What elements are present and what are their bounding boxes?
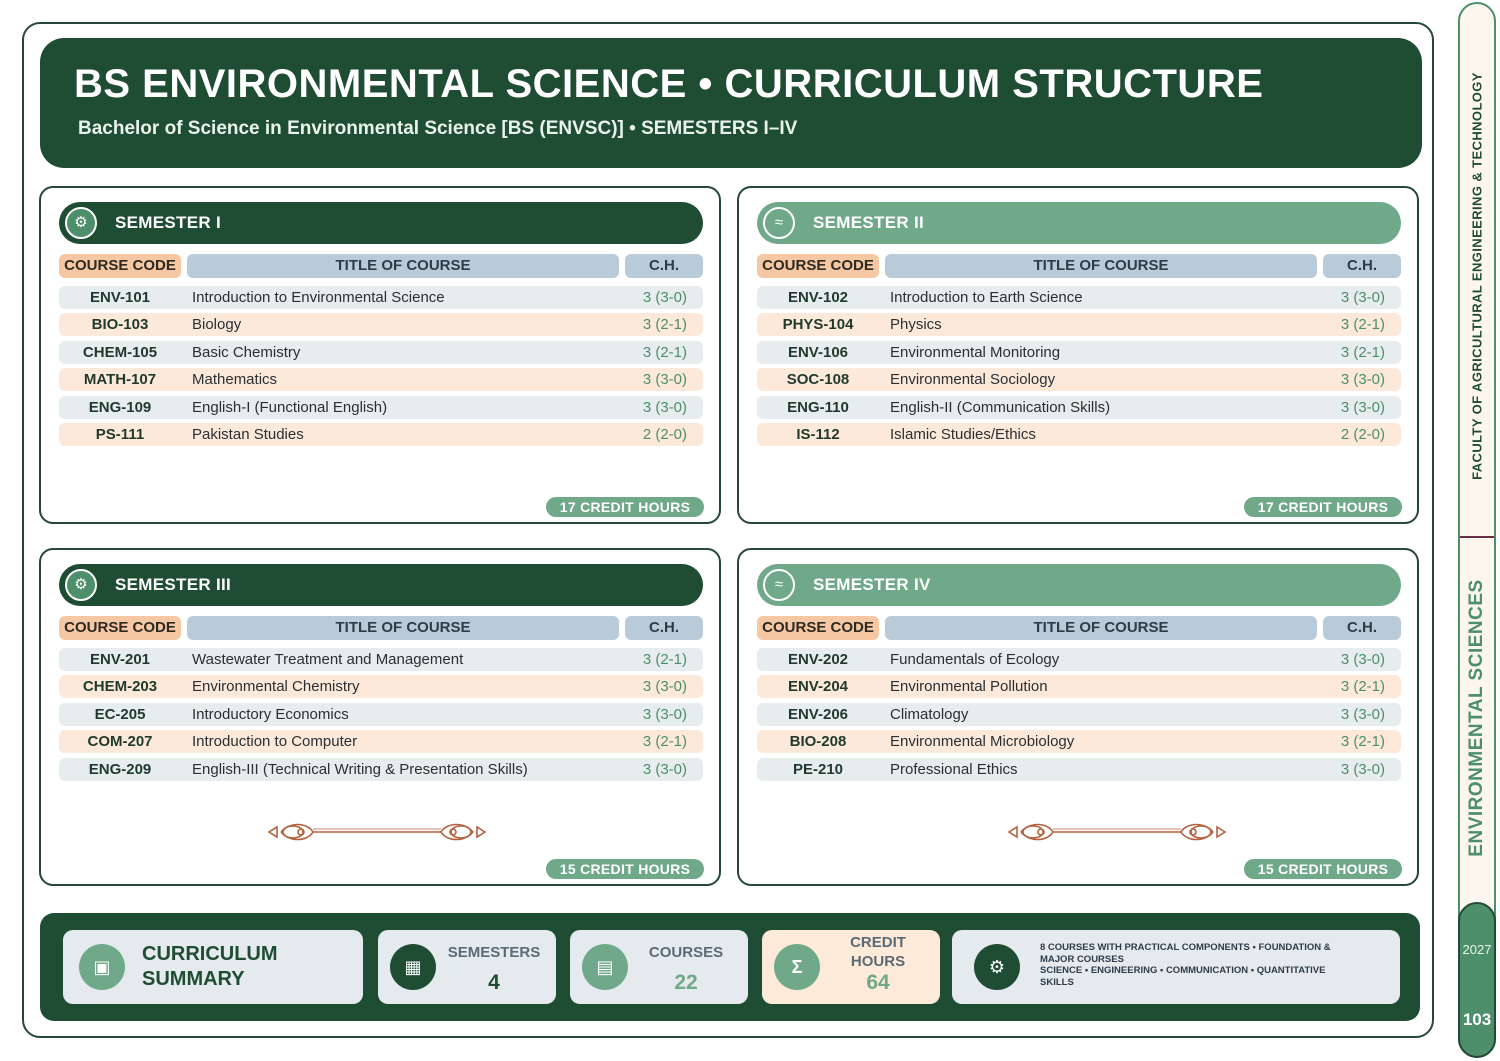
page-subtitle: Bachelor of Science in Environmental Science [BS (ENVSC)] • SEMESTERS I–IV — [78, 118, 798, 139]
course-title: Fundamentals of Ecology — [890, 651, 1060, 668]
course-title: Pakistan Studies — [192, 425, 304, 443]
summary-title-card — [63, 930, 363, 1004]
ornament-divider — [267, 820, 487, 844]
course-code: ENV-206 — [787, 705, 849, 723]
course-code: ENV-204 — [787, 678, 849, 696]
course-credit-hours: 3 (2-1) — [1340, 733, 1385, 751]
semester-credit-hours-badge: 17 CREDIT HOURS — [546, 497, 704, 517]
course-title: Environmental Monitoring — [890, 343, 1061, 361]
col-header-course-code: COURSE CODE — [757, 254, 879, 278]
course-row — [757, 423, 1401, 446]
list-icon: ▤ — [582, 944, 628, 990]
page-title: BS ENVIRONMENTAL SCIENCE • CURRICULUM STRUCTURE — [74, 62, 1264, 106]
course-row — [59, 396, 703, 419]
course-row — [59, 368, 703, 391]
course-row — [757, 313, 1401, 336]
course-code: EC-205 — [94, 705, 146, 723]
course-code: ENV-201 — [89, 651, 151, 668]
course-row — [59, 703, 703, 726]
course-list — [59, 648, 703, 785]
course-row — [757, 730, 1401, 753]
course-credit-hours: 3 (3-0) — [642, 398, 687, 416]
course-code: PE-210 — [792, 760, 844, 778]
semester-header — [757, 564, 1401, 606]
course-title: Environmental Sociology — [890, 371, 1056, 389]
course-code: ENV-106 — [787, 343, 849, 361]
document-icon: ▣ — [79, 944, 125, 990]
course-row — [59, 648, 703, 671]
course-credit-hours: 3 (3-0) — [1340, 705, 1385, 723]
course-code: BIO-103 — [91, 316, 149, 334]
course-code: ENV-102 — [787, 289, 849, 306]
course-code: BIO-208 — [789, 733, 847, 751]
semester-title: SEMESTER I — [115, 213, 221, 232]
course-code: ENV-101 — [89, 289, 151, 306]
course-credit-hours: 2 (2-0) — [642, 425, 687, 443]
course-credit-hours: 3 (3-0) — [642, 760, 687, 778]
summary-note-card — [952, 930, 1400, 1004]
ornament-divider — [1007, 820, 1227, 844]
course-code: CHEM-203 — [82, 678, 158, 696]
col-header-course-code: COURSE CODE — [59, 616, 181, 640]
course-row — [757, 758, 1401, 781]
semester-title: SEMESTER II — [813, 213, 924, 232]
course-code: ENG-110 — [787, 398, 849, 416]
col-header-course-title: TITLE OF COURSE — [187, 616, 619, 640]
course-title: Professional Ethics — [890, 760, 1018, 778]
course-row — [59, 758, 703, 781]
course-title: English-I (Functional English) — [192, 398, 388, 416]
col-header-credit-hours: C.H. — [625, 254, 703, 278]
semesters-stat-label: SEMESTERS — [447, 944, 541, 961]
course-title: Climatology — [890, 705, 969, 723]
credit-hours-label-line1: CREDIT — [850, 934, 906, 951]
semester-panel-4 — [737, 548, 1419, 886]
summary-note-line1: 8 COURSES WITH PRACTICAL COMPONENTS • FOUNDATION & — [1040, 942, 1331, 953]
course-credit-hours: 3 (3-0) — [1340, 371, 1385, 389]
curriculum-summary-bar — [40, 913, 1420, 1021]
course-credit-hours: 3 (3-0) — [1340, 398, 1385, 416]
summary-title-line1: CURRICULUM — [142, 943, 278, 965]
course-row — [59, 730, 703, 753]
summary-note — [1040, 942, 1370, 988]
course-credit-hours: 3 (3-0) — [1340, 651, 1385, 668]
course-credit-hours: 3 (2-1) — [642, 651, 687, 668]
semester-header — [59, 564, 703, 606]
course-credit-hours: 3 (2-1) — [642, 316, 687, 334]
semester-panel-3 — [39, 548, 721, 886]
courses-stat-label: COURSES — [648, 944, 724, 961]
course-code: ENG-109 — [88, 398, 152, 416]
course-list — [59, 286, 703, 450]
course-list — [757, 648, 1401, 785]
course-credit-hours: 3 (2-1) — [642, 733, 687, 751]
side-tab — [1458, 2, 1496, 1058]
semester-panel-1 — [39, 186, 721, 524]
course-credit-hours: 3 (3-0) — [642, 289, 687, 306]
col-header-credit-hours: C.H. — [625, 616, 703, 640]
col-header-credit-hours: C.H. — [1323, 616, 1401, 640]
course-row — [757, 341, 1401, 364]
department-label: ENVIRONMENTAL SCIENCES — [1466, 579, 1487, 857]
course-title: Environmental Microbiology — [890, 733, 1075, 751]
course-row — [757, 648, 1401, 671]
col-header-course-title: TITLE OF COURSE — [885, 254, 1317, 278]
course-code: CHEM-105 — [82, 343, 158, 361]
gear-icon: ⚙ — [65, 569, 97, 601]
semesters-stat-value: 4 — [488, 971, 500, 994]
summary-note-line4: SKILLS — [1040, 976, 1074, 988]
course-code: IS-112 — [796, 425, 840, 443]
course-code: PHYS-104 — [782, 316, 854, 334]
summary-note-line2: MAJOR COURSES — [1040, 953, 1124, 965]
course-credit-hours: 3 (3-0) — [642, 705, 687, 723]
sigma-icon: Σ — [774, 944, 820, 990]
course-row — [59, 313, 703, 336]
semester-header — [757, 202, 1401, 244]
course-credit-hours: 3 (3-0) — [642, 371, 687, 389]
course-code: MATH-107 — [83, 371, 157, 389]
course-row — [757, 703, 1401, 726]
course-credit-hours: 3 (2-1) — [1340, 678, 1385, 696]
col-header-course-code: COURSE CODE — [757, 616, 879, 640]
course-credit-hours: 3 (3-0) — [1340, 289, 1385, 306]
semester-credit-hours-badge: 15 CREDIT HOURS — [546, 859, 704, 879]
credit-hours-label-line2: HOURS — [850, 953, 906, 970]
wave-icon: ≈ — [763, 569, 795, 601]
course-title: Introduction to Earth Science — [890, 289, 1083, 306]
semester-credit-hours-badge: 15 CREDIT HOURS — [1244, 859, 1402, 879]
course-title: Basic Chemistry — [192, 343, 301, 361]
side-divider — [1460, 536, 1494, 538]
col-header-course-title: TITLE OF COURSE — [187, 254, 619, 278]
course-row — [757, 396, 1401, 419]
course-code: ENV-202 — [787, 651, 849, 668]
credit-hours-stat-card — [762, 930, 940, 1004]
course-code: COM-207 — [87, 733, 153, 751]
gear-icon: ⚙ — [974, 944, 1020, 990]
summary-title-line2: SUMMARY — [142, 968, 245, 990]
course-title: Introductory Economics — [192, 705, 349, 723]
course-row — [757, 675, 1401, 698]
course-credit-hours: 2 (2-0) — [1340, 425, 1385, 443]
course-title: Wastewater Treatment and Management — [192, 651, 464, 668]
course-title: Physics — [890, 316, 942, 334]
course-title: Biology — [192, 316, 242, 334]
courses-stat-card — [570, 930, 748, 1004]
credit-hours-stat-value: 64 — [866, 971, 890, 994]
col-header-course-code: COURSE CODE — [59, 254, 181, 278]
col-header-course-title: TITLE OF COURSE — [885, 616, 1317, 640]
year-label: 2027 — [1462, 942, 1492, 957]
course-title: Islamic Studies/Ethics — [890, 425, 1036, 443]
course-code: PS-111 — [95, 425, 145, 443]
semester-credit-hours-badge: 17 CREDIT HOURS — [1244, 497, 1402, 517]
course-row — [757, 368, 1401, 391]
faculty-label: FACULTY OF AGRICULTURAL ENGINEERING & TECHNOLOGY — [1469, 72, 1485, 480]
gear-icon: ⚙ — [65, 207, 97, 239]
course-title: Environmental Chemistry — [192, 678, 360, 696]
semester-panel-2 — [737, 186, 1419, 524]
course-row — [59, 423, 703, 446]
page-header — [40, 38, 1422, 168]
course-title: English-II (Communication Skills) — [890, 398, 1111, 416]
semesters-stat-card — [378, 930, 556, 1004]
course-credit-hours: 3 (2-1) — [642, 343, 687, 361]
course-title: Introduction to Environmental Science — [192, 289, 445, 306]
course-credit-hours: 3 (3-0) — [1340, 760, 1385, 778]
course-title: Environmental Pollution — [890, 678, 1048, 696]
summary-note-line3: SCIENCE • ENGINEERING • COMMUNICATION • QUANTITATIVE — [1040, 965, 1326, 976]
wave-icon: ≈ — [763, 207, 795, 239]
course-credit-hours: 3 (3-0) — [642, 678, 687, 696]
col-header-credit-hours: C.H. — [1323, 254, 1401, 278]
course-title: Mathematics — [192, 371, 278, 389]
course-list — [757, 286, 1401, 450]
course-row — [59, 341, 703, 364]
course-title: Introduction to Computer — [192, 733, 358, 751]
courses-stat-value: 22 — [674, 971, 698, 994]
course-credit-hours: 3 (2-1) — [1340, 316, 1385, 334]
semester-title: SEMESTER III — [115, 575, 232, 594]
semester-title: SEMESTER IV — [813, 575, 931, 594]
page-number: 103 — [1462, 1010, 1492, 1029]
side-footer — [1458, 902, 1496, 1058]
grid-icon: ▦ — [390, 944, 436, 990]
course-row — [757, 286, 1401, 309]
course-credit-hours: 3 (2-1) — [1340, 343, 1385, 361]
course-row — [59, 675, 703, 698]
semester-header — [59, 202, 703, 244]
course-title: English-III (Technical Writing & Presentation Skills) — [192, 760, 528, 778]
course-row — [59, 286, 703, 309]
course-code: ENG-209 — [88, 760, 152, 778]
course-code: SOC-108 — [786, 371, 850, 389]
